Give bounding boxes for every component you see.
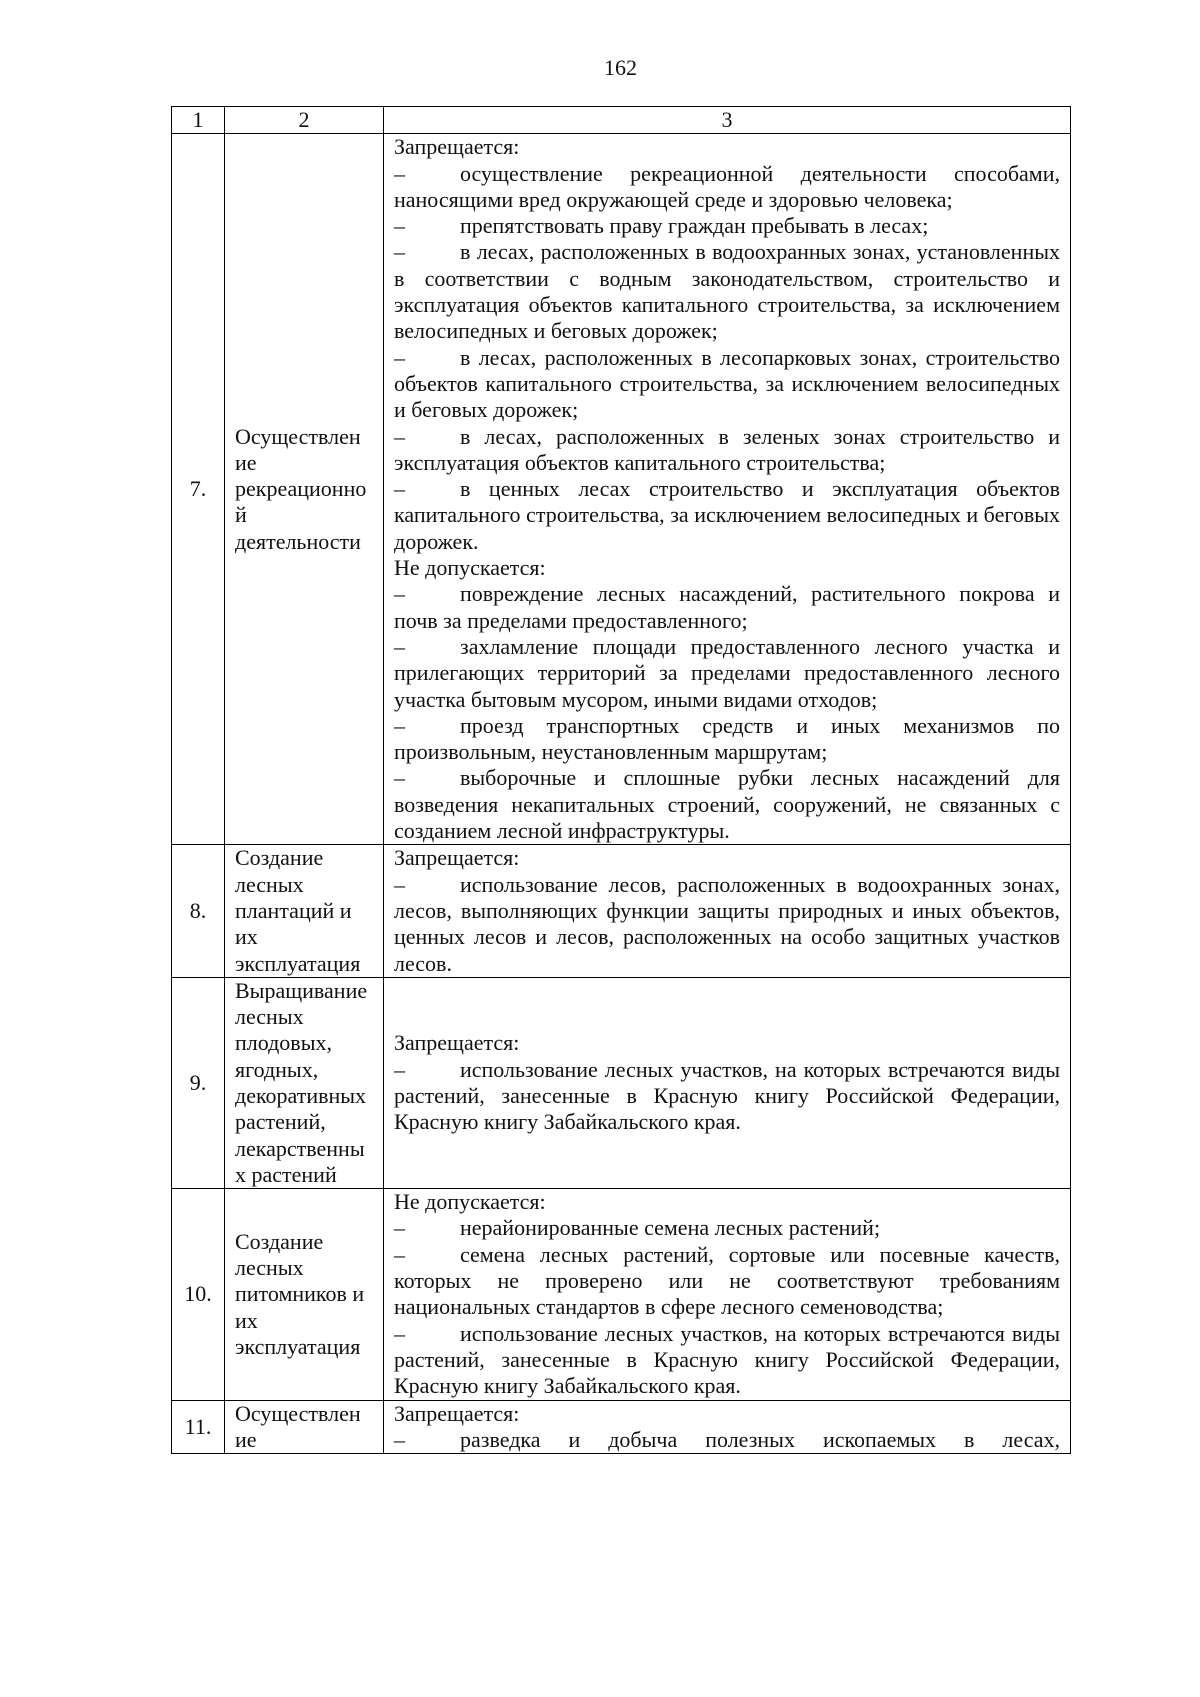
restriction-item: [394, 1427, 1060, 1453]
restriction-item: [394, 765, 1060, 844]
restriction-item-text: проезд транспортных средств и иных механизмов по произвольным, неустановленным маршрутам;: [394, 712, 1060, 765]
use-type-line: лесных: [235, 1254, 304, 1280]
list-dash: –: [394, 871, 405, 897]
row-number: 8.: [172, 845, 225, 977]
restriction-heading: Запрещается:: [394, 1400, 520, 1426]
row-number: 10.: [172, 1189, 225, 1400]
forest-use-restrictions-table: [171, 106, 1071, 1454]
list-dash: –: [394, 476, 405, 502]
header-cell-restrictions: 3: [384, 107, 1071, 134]
restriction-item: [394, 424, 1060, 477]
use-type-line: ягодных,: [235, 1056, 319, 1082]
restrictions-cell: [384, 845, 1071, 977]
table-row: [172, 1189, 1071, 1400]
list-dash: –: [394, 712, 405, 738]
restriction-item-text: выборочные и сплошные рубки лесных насаждений для возведения некапитальных строений, сооружений, не связанных с созданием лесной инфраструктуры.: [394, 765, 1060, 844]
use-type-line: Осуществлен: [235, 1400, 361, 1426]
restriction-item: [394, 213, 1060, 239]
table-row: [172, 977, 1071, 1188]
restriction-item: [394, 1321, 1060, 1400]
restriction-heading: Запрещается:: [394, 134, 520, 160]
table-header-row: [172, 107, 1071, 134]
restrictions-cell: [384, 1189, 1071, 1400]
use-type-cell: [225, 1189, 384, 1400]
restrictions-cell: [384, 134, 1071, 845]
restriction-item: [394, 1215, 1060, 1241]
page-number: 162: [604, 55, 637, 80]
restriction-item: [394, 476, 1060, 555]
use-type-cell: [225, 845, 384, 977]
restriction-item: [394, 581, 1060, 634]
restriction-item-text: захламление площади предоставленного лесного участка и прилегающих территорий за пределами предоставленного лесного участка бытовым мусором, иными видами отходов;: [394, 633, 1060, 712]
restriction-heading: Не допускается:: [394, 1189, 546, 1215]
restriction-item-text: повреждение лесных насаждений, растительного покрова и почв за пределами предоставленного;: [394, 581, 1060, 633]
use-type-line: Создание: [235, 845, 324, 871]
restriction-item: [394, 872, 1060, 977]
table-row: [172, 845, 1071, 977]
header-cell-use-type: 2: [225, 107, 384, 134]
use-type-line: ие: [235, 1426, 257, 1452]
use-type-cell: [225, 1400, 384, 1454]
restriction-item-text: в лесах, расположенных в зеленых зонах строительство и эксплуатация объектов капитального строительства;: [394, 423, 1060, 475]
row-number: 7.: [172, 134, 225, 845]
list-dash: –: [394, 765, 405, 791]
list-dash: –: [394, 239, 405, 265]
use-type-line: эксплуатация: [235, 950, 361, 976]
use-type-line: Осуществлен: [235, 423, 361, 449]
header-cell-number: 1: [172, 107, 225, 134]
list-dash: –: [394, 423, 405, 449]
restriction-item: [394, 1057, 1060, 1136]
use-type-line: х растений: [235, 1161, 337, 1187]
use-type-line: плодовых,: [235, 1030, 332, 1056]
use-type-line: декоративных: [235, 1082, 367, 1108]
use-type-line: деятельности: [235, 528, 361, 554]
list-dash: –: [394, 1426, 405, 1452]
use-type-line: Создание: [235, 1228, 324, 1254]
use-type-line: их: [235, 924, 258, 950]
restrictions-cell: [384, 977, 1071, 1188]
list-dash: –: [394, 213, 405, 239]
restriction-item-text: семена лесных растений, сортовые или посевные качеств, которых не проверено или не соответствуют требованиям национальных стандартов в сфере лесного семеноводства;: [394, 1241, 1060, 1320]
table-row: [172, 134, 1071, 845]
restriction-item-text: осуществление рекреационной деятельности способами, наносящими вред окружающей среде и здоровью человека;: [394, 160, 1060, 212]
restriction-item: [394, 239, 1060, 344]
list-dash: –: [394, 1241, 405, 1267]
use-type-line: растений,: [235, 1109, 326, 1135]
restriction-item: [394, 1242, 1060, 1321]
use-type-cell: [225, 977, 384, 1188]
use-type-line: лесных: [235, 1004, 304, 1030]
restriction-heading: Не допускается:: [394, 555, 546, 581]
restriction-item-text: в лесах, расположенных в водоохранных зонах, установленных в соответствии с водным законодательством, строительство и эксплуатация объектов капитального строительства, за исключением велосипедных и беговых дорожек;: [394, 239, 1060, 344]
restriction-heading: Запрещается:: [394, 845, 520, 871]
use-type-line: питомников и: [235, 1281, 365, 1307]
restriction-item-text: нерайонированные семена лесных растений;: [460, 1215, 881, 1241]
restriction-item-text: препятствовать праву граждан пребывать в лесах;: [460, 213, 929, 239]
list-dash: –: [394, 344, 405, 370]
use-type-cell: [225, 134, 384, 845]
use-type-line: эксплуатация: [235, 1333, 361, 1359]
use-type-line: ие: [235, 449, 257, 475]
restriction-item: [394, 713, 1060, 766]
restriction-item-text: использование лесных участков, на которых встречаются виды растений, занесенные в Красную книгу Российской Федерации, Красную книгу Забайкальского края.: [394, 1320, 1060, 1399]
restriction-item-text: использование лесов, расположенных в водоохранных зонах, лесов, выполняющих функции защиты природных и иных объектов, ценных лесов и лесов, расположенных на особо защитных участков лесов.: [394, 871, 1060, 976]
row-number: 11.: [172, 1400, 225, 1454]
table-row: [172, 1400, 1071, 1454]
restriction-item: [394, 161, 1060, 214]
restriction-item-text: разведка и добыча полезных ископаемых в лесах,: [460, 1426, 1060, 1452]
use-type-line: Выращивание: [235, 977, 368, 1003]
use-type-line: плантаций и: [235, 897, 352, 923]
restriction-item: [394, 345, 1060, 424]
use-type-line: рекреационно: [235, 476, 367, 502]
use-type-line: лекарственны: [235, 1135, 365, 1161]
use-type-line: лесных: [235, 871, 304, 897]
list-dash: –: [394, 1320, 405, 1346]
list-dash: –: [394, 1215, 405, 1241]
restrictions-cell: [384, 1400, 1071, 1454]
list-dash: –: [394, 160, 405, 186]
list-dash: –: [394, 581, 405, 607]
restriction-heading: Запрещается:: [394, 1030, 520, 1056]
restriction-item-text: в ценных лесах строительство и эксплуатация объектов капитального строительства, за исключением велосипедных и беговых дорожек.: [394, 476, 1060, 554]
list-dash: –: [394, 1056, 405, 1082]
use-type-line: их: [235, 1307, 258, 1333]
restriction-item-text: использование лесных участков, на которых встречаются виды растений, занесенные в Красную книгу Российской Федерации, Красную книгу Забайкальского края.: [394, 1056, 1060, 1135]
row-number: 9.: [172, 977, 225, 1188]
use-type-line: й: [235, 502, 247, 528]
restriction-item-text: в лесах, расположенных в лесопарковых зонах, строительство объектов капитального строительства, за исключением велосипедных и беговых дорожек;: [394, 344, 1060, 423]
list-dash: –: [394, 633, 405, 659]
restriction-item: [394, 634, 1060, 713]
